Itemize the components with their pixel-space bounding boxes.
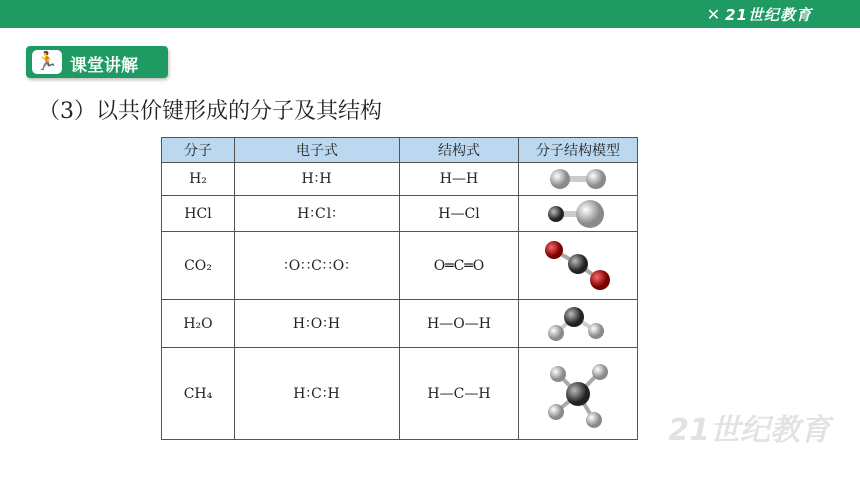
structural-formula-cell: H—H — [400, 163, 519, 196]
ch4-model-icon — [538, 354, 618, 434]
h2o-model-icon — [538, 303, 618, 345]
column-header: 电子式 — [235, 138, 400, 163]
page-heading: （3）以共价键形成的分子及其结构 — [38, 99, 382, 124]
table-row — [162, 196, 638, 232]
column-header: 分子 — [162, 138, 235, 163]
table-row — [162, 232, 638, 300]
molecule-table — [161, 137, 638, 440]
electron-formula-cell: H∶H — [235, 163, 400, 196]
electron-formula-cell: ∶O∷C∷O∶ — [235, 232, 400, 300]
column-header: 结构式 — [400, 138, 519, 163]
h2-model-icon — [538, 165, 618, 193]
model-cell — [519, 196, 638, 232]
top-bar — [0, 0, 860, 28]
table-row — [162, 163, 638, 196]
brand-logo — [707, 4, 812, 25]
structural-formula-cell: H—Cl — [400, 196, 519, 232]
table-header-row — [162, 138, 638, 163]
hcl-model-icon — [538, 198, 618, 230]
electron-formula-cell: H∶Cl∶ — [235, 196, 400, 232]
molecule-cell: HCl — [162, 196, 235, 232]
molecule-cell: H₂O — [162, 300, 235, 348]
table-row — [162, 348, 638, 440]
model-cell — [519, 232, 638, 300]
model-cell — [519, 163, 638, 196]
column-header: 分子结构模型 — [519, 138, 638, 163]
molecule-cell: CH₄ — [162, 348, 235, 440]
brand-mark-icon: ✕ — [706, 5, 722, 24]
section-badge — [26, 46, 168, 78]
electron-formula-cell: H∶C∶H — [235, 348, 400, 440]
structural-formula-cell: O═C═O — [400, 232, 519, 300]
runner-icon: 🏃 — [32, 50, 62, 74]
structural-formula-cell: H—C—H — [400, 348, 519, 440]
electron-formula-cell: H∶O∶H — [235, 300, 400, 348]
molecule-cell: CO₂ — [162, 232, 235, 300]
structural-formula-cell: H—O—H — [400, 300, 519, 348]
table-row — [162, 300, 638, 348]
molecule-cell: H₂ — [162, 163, 235, 196]
co2-model-icon — [538, 236, 618, 296]
section-label: 课堂讲解 — [70, 56, 138, 76]
watermark: 21世纪教育 — [668, 413, 830, 448]
model-cell — [519, 300, 638, 348]
model-cell — [519, 348, 638, 440]
brand-name: 21世纪教育 — [725, 6, 812, 24]
